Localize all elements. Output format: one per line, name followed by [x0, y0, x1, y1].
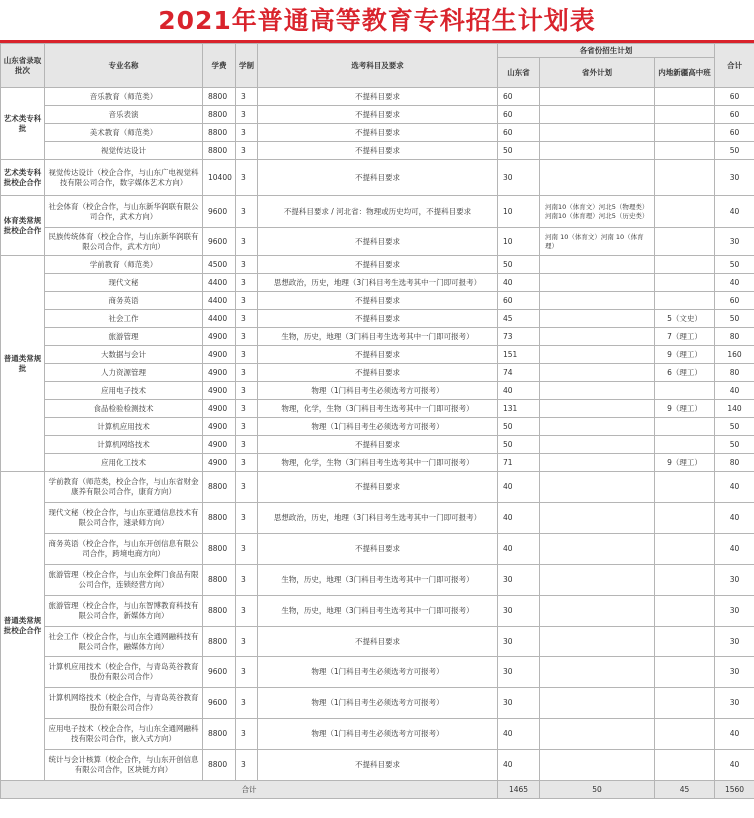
fee-cell: 9600 [203, 196, 236, 228]
years-cell: 3 [236, 196, 258, 228]
shandong-cell: 40 [498, 719, 540, 750]
subjects-cell: 物理（1门科目考生必须选考方可报考） [258, 657, 498, 688]
total-cell: 60 [715, 106, 754, 124]
other-provinces-cell [540, 364, 655, 382]
table-row [1, 160, 754, 196]
header-major: 专业名称 [45, 44, 203, 88]
table-row [1, 310, 754, 328]
subjects-cell: 不提科目要求 [258, 106, 498, 124]
fee-cell: 4900 [203, 418, 236, 436]
major-cell: 现代文秘（校企合作，与山东亚通信息技术有限公司合作，速录师方向） [45, 503, 203, 534]
years-cell: 3 [236, 364, 258, 382]
total-cell: 40 [715, 472, 754, 503]
totals-grand-total: 1560 [715, 781, 754, 799]
table-row [1, 657, 754, 688]
shandong-cell: 60 [498, 106, 540, 124]
table-row [1, 750, 754, 781]
total-cell: 30 [715, 160, 754, 196]
table-row [1, 436, 754, 454]
other-provinces-cell [540, 256, 655, 274]
subjects-cell: 物理（1门科目考生必须选考方可报考） [258, 688, 498, 719]
subjects-cell: 生物，历史，地理（3门科目考生选考其中一门即可报考） [258, 596, 498, 627]
table-body [1, 88, 754, 799]
fee-cell: 4500 [203, 256, 236, 274]
other-provinces-cell [540, 292, 655, 310]
fee-cell: 8800 [203, 472, 236, 503]
shandong-cell: 50 [498, 436, 540, 454]
header-plan-group: 各省份招生计划 [498, 44, 715, 58]
xinjiang-cell: 9（理工） [655, 400, 715, 418]
xinjiang-cell [655, 627, 715, 657]
xinjiang-cell: 6（理工） [655, 364, 715, 382]
fee-cell: 4900 [203, 454, 236, 472]
other-provinces-cell [540, 436, 655, 454]
subjects-cell: 物理（1门科目考生必须选考方可报考） [258, 719, 498, 750]
subjects-cell: 不提科目要求 [258, 160, 498, 196]
header-fee: 学费 [203, 44, 236, 88]
major-cell: 应用化工技术 [45, 454, 203, 472]
years-cell: 3 [236, 750, 258, 781]
xinjiang-cell [655, 750, 715, 781]
years-cell: 3 [236, 565, 258, 596]
table-row [1, 256, 754, 274]
other-provinces-cell [540, 657, 655, 688]
fee-cell: 10400 [203, 160, 236, 196]
years-cell: 3 [236, 472, 258, 503]
other-provinces-cell [540, 565, 655, 596]
years-cell: 3 [236, 596, 258, 627]
shandong-cell: 60 [498, 292, 540, 310]
other-provinces-cell [540, 750, 655, 781]
years-cell: 3 [236, 534, 258, 565]
total-cell: 50 [715, 142, 754, 160]
major-cell: 学前教育（师范类，校企合作，与山东省财金康养有限公司合作，康育方向） [45, 472, 203, 503]
major-cell: 旅游管理（校企合作，与山东智博教育科技有限公司合作，新媒体方向） [45, 596, 203, 627]
other-provinces-cell [540, 627, 655, 657]
major-cell: 社会体育（校企合作，与山东新华润联有限公司合作，武术方向） [45, 196, 203, 228]
table-row [1, 719, 754, 750]
shandong-cell: 30 [498, 596, 540, 627]
subjects-cell: 不提科目要求 [258, 750, 498, 781]
subjects-cell: 不提科目要求 [258, 142, 498, 160]
total-cell: 60 [715, 292, 754, 310]
other-provinces-cell [540, 310, 655, 328]
other-provinces-cell [540, 472, 655, 503]
major-cell: 现代文秘 [45, 274, 203, 292]
years-cell: 3 [236, 292, 258, 310]
fee-cell: 8800 [203, 503, 236, 534]
table-row [1, 274, 754, 292]
major-cell: 音乐教育（师范类） [45, 88, 203, 106]
other-provinces-cell [540, 534, 655, 565]
xinjiang-cell [655, 160, 715, 196]
fee-cell: 4900 [203, 400, 236, 418]
total-cell: 40 [715, 196, 754, 228]
total-cell: 40 [715, 503, 754, 534]
major-cell: 计算机网络技术（校企合作，与青岛英谷教育股份有限公司合作） [45, 688, 203, 719]
total-cell: 50 [715, 310, 754, 328]
shandong-cell: 151 [498, 346, 540, 364]
shandong-cell: 30 [498, 627, 540, 657]
major-cell: 应用电子技术 [45, 382, 203, 400]
years-cell: 3 [236, 436, 258, 454]
years-cell: 3 [236, 88, 258, 106]
subjects-cell: 物理（1门科目考生必须选考方可报考） [258, 418, 498, 436]
other-provinces-cell [540, 418, 655, 436]
fee-cell: 4900 [203, 346, 236, 364]
totals-shandong: 1465 [498, 781, 540, 799]
xinjiang-cell [655, 657, 715, 688]
shandong-cell: 40 [498, 274, 540, 292]
page-title: 2021年普通高等教育专科招生计划表 [158, 6, 596, 35]
batch-cell: 艺术类专科批 [1, 88, 45, 160]
header-years: 学制 [236, 44, 258, 88]
fee-cell: 4900 [203, 328, 236, 346]
total-cell: 160 [715, 346, 754, 364]
subjects-cell: 物理，化学，生物（3门科目考生选考其中一门即可报考） [258, 400, 498, 418]
total-cell: 50 [715, 418, 754, 436]
table-row [1, 382, 754, 400]
total-cell: 30 [715, 627, 754, 657]
other-provinces-cell [540, 454, 655, 472]
xinjiang-cell: 9（理工） [655, 454, 715, 472]
total-cell: 50 [715, 436, 754, 454]
years-cell: 3 [236, 310, 258, 328]
total-cell: 80 [715, 328, 754, 346]
shandong-cell: 60 [498, 124, 540, 142]
table-row [1, 565, 754, 596]
years-cell: 3 [236, 346, 258, 364]
years-cell: 3 [236, 106, 258, 124]
table-row [1, 688, 754, 719]
xinjiang-cell [655, 719, 715, 750]
shandong-cell: 30 [498, 657, 540, 688]
major-cell: 人力资源管理 [45, 364, 203, 382]
table-row [1, 454, 754, 472]
shandong-cell: 50 [498, 418, 540, 436]
other-provinces-cell [540, 688, 655, 719]
total-cell: 60 [715, 124, 754, 142]
table-row [1, 196, 754, 228]
totals-label: 合计 [1, 781, 498, 799]
other-provinces-cell [540, 346, 655, 364]
other-provinces-cell [540, 142, 655, 160]
fee-cell: 8800 [203, 627, 236, 657]
table-row [1, 596, 754, 627]
header-total: 合计 [715, 44, 754, 88]
table-row [1, 346, 754, 364]
fee-cell: 9600 [203, 657, 236, 688]
other-provinces-cell [540, 503, 655, 534]
totals-row [1, 781, 754, 799]
shandong-cell: 73 [498, 328, 540, 346]
total-cell: 40 [715, 750, 754, 781]
header-other-provinces: 省外计划 [540, 58, 655, 88]
shandong-cell: 40 [498, 382, 540, 400]
xinjiang-cell [655, 565, 715, 596]
years-cell: 3 [236, 454, 258, 472]
xinjiang-cell: 7（理工） [655, 328, 715, 346]
header-shandong: 山东省 [498, 58, 540, 88]
subjects-cell: 物理，化学，生物（3门科目考生选考其中一门即可报考） [258, 454, 498, 472]
other-provinces-cell [540, 124, 655, 142]
total-cell: 30 [715, 688, 754, 719]
major-cell: 计算机应用技术 [45, 418, 203, 436]
xinjiang-cell [655, 472, 715, 503]
xinjiang-cell [655, 196, 715, 228]
xinjiang-cell [655, 503, 715, 534]
xinjiang-cell [655, 106, 715, 124]
years-cell: 3 [236, 228, 258, 256]
fee-cell: 8800 [203, 565, 236, 596]
other-provinces-cell [540, 274, 655, 292]
total-cell: 30 [715, 596, 754, 627]
other-provinces-cell [540, 106, 655, 124]
batch-cell: 艺术类专科批校企合作 [1, 160, 45, 196]
years-cell: 3 [236, 328, 258, 346]
table-row [1, 292, 754, 310]
major-cell: 应用电子技术（校企合作，与山东全通网融科技有限公司合作，嵌入式方向） [45, 719, 203, 750]
table-row [1, 106, 754, 124]
other-provinces-cell [540, 160, 655, 196]
major-cell: 食品检验检测技术 [45, 400, 203, 418]
table-row [1, 400, 754, 418]
batch-cell: 体育类常规批校企合作 [1, 196, 45, 256]
years-cell: 3 [236, 503, 258, 534]
fee-cell: 9600 [203, 228, 236, 256]
shandong-cell: 50 [498, 142, 540, 160]
total-cell: 40 [715, 274, 754, 292]
major-cell: 计算机应用技术（校企合作，与青岛英谷教育股份有限公司合作） [45, 657, 203, 688]
years-cell: 3 [236, 274, 258, 292]
major-cell: 视觉传达设计（校企合作，与山东广电视觉科技有限公司合作，数字媒体艺术方向） [45, 160, 203, 196]
major-cell: 社会工作 [45, 310, 203, 328]
shandong-cell: 40 [498, 472, 540, 503]
shandong-cell: 60 [498, 88, 540, 106]
subjects-cell: 生物，历史，地理（3门科目考生选考其中一门即可报考） [258, 565, 498, 596]
batch-cell: 普通类常规批 [1, 256, 45, 472]
major-cell: 旅游管理 [45, 328, 203, 346]
fee-cell: 8800 [203, 106, 236, 124]
shandong-cell: 30 [498, 160, 540, 196]
total-cell: 80 [715, 364, 754, 382]
other-provinces-cell [540, 382, 655, 400]
header-xinjiang: 内地新疆高中班 [655, 58, 715, 88]
shandong-cell: 71 [498, 454, 540, 472]
major-cell: 民族传统体育（校企合作，与山东新华润联有限公司合作，武术方向） [45, 228, 203, 256]
subjects-cell: 不提科目要求 / 河北省：物理或历史均可，不提科目要求 [258, 196, 498, 228]
table-row [1, 328, 754, 346]
table-row [1, 627, 754, 657]
total-cell: 140 [715, 400, 754, 418]
xinjiang-cell [655, 382, 715, 400]
major-cell: 大数据与会计 [45, 346, 203, 364]
shandong-cell: 131 [498, 400, 540, 418]
fee-cell: 4900 [203, 364, 236, 382]
other-provinces-cell [540, 88, 655, 106]
table-row [1, 142, 754, 160]
table-row [1, 534, 754, 565]
xinjiang-cell [655, 88, 715, 106]
table-row [1, 228, 754, 256]
table-row [1, 472, 754, 503]
subjects-cell: 思想政治，历史，地理（3门科目考生选考其中一门即可报考） [258, 503, 498, 534]
subjects-cell: 不提科目要求 [258, 292, 498, 310]
shandong-cell: 50 [498, 256, 540, 274]
years-cell: 3 [236, 657, 258, 688]
total-cell: 80 [715, 454, 754, 472]
total-cell: 60 [715, 88, 754, 106]
years-cell: 3 [236, 400, 258, 418]
years-cell: 3 [236, 124, 258, 142]
total-cell: 50 [715, 256, 754, 274]
header-batch: 山东省录取批次 [1, 44, 45, 88]
table-row [1, 364, 754, 382]
xinjiang-cell [655, 274, 715, 292]
subjects-cell: 不提科目要求 [258, 364, 498, 382]
total-cell: 40 [715, 719, 754, 750]
subjects-cell: 不提科目要求 [258, 627, 498, 657]
subjects-cell: 思想政治，历史，地理（3门科目考生选考其中一门即可报考） [258, 274, 498, 292]
other-provinces-cell: 河南 10（体育文）河南 10（体育理） [540, 228, 655, 256]
fee-cell: 4400 [203, 274, 236, 292]
subjects-cell: 不提科目要求 [258, 88, 498, 106]
years-cell: 3 [236, 627, 258, 657]
years-cell: 3 [236, 256, 258, 274]
shandong-cell: 40 [498, 750, 540, 781]
major-cell: 社会工作（校企合作，与山东全通网融科技有限公司合作，融媒体方向） [45, 627, 203, 657]
xinjiang-cell [655, 292, 715, 310]
years-cell: 3 [236, 719, 258, 750]
batch-cell: 普通类常规批校企合作 [1, 472, 45, 781]
subjects-cell: 生物，历史，地理（3门科目考生选考其中一门即可报考） [258, 328, 498, 346]
subjects-cell: 物理（1门科目考生必须选考方可报考） [258, 382, 498, 400]
major-cell: 音乐表演 [45, 106, 203, 124]
fee-cell: 8800 [203, 124, 236, 142]
fee-cell: 8800 [203, 596, 236, 627]
subjects-cell: 不提科目要求 [258, 310, 498, 328]
fee-cell: 9600 [203, 688, 236, 719]
subjects-cell: 不提科目要求 [258, 124, 498, 142]
xinjiang-cell [655, 688, 715, 719]
years-cell: 3 [236, 382, 258, 400]
major-cell: 学前教育（师范类） [45, 256, 203, 274]
subjects-cell: 不提科目要求 [258, 436, 498, 454]
xinjiang-cell [655, 256, 715, 274]
xinjiang-cell [655, 142, 715, 160]
other-provinces-cell [540, 400, 655, 418]
total-cell: 40 [715, 534, 754, 565]
total-cell: 30 [715, 657, 754, 688]
xinjiang-cell [655, 436, 715, 454]
xinjiang-cell [655, 418, 715, 436]
fee-cell: 8800 [203, 142, 236, 160]
fee-cell: 8800 [203, 719, 236, 750]
shandong-cell: 30 [498, 565, 540, 596]
major-cell: 商务英语（校企合作，与山东开创信息有限公司合作，跨境电商方向） [45, 534, 203, 565]
xinjiang-cell [655, 534, 715, 565]
other-provinces-cell [540, 328, 655, 346]
subjects-cell: 不提科目要求 [258, 346, 498, 364]
other-provinces-cell [540, 719, 655, 750]
fee-cell: 4400 [203, 292, 236, 310]
fee-cell: 4900 [203, 436, 236, 454]
years-cell: 3 [236, 688, 258, 719]
table-row [1, 124, 754, 142]
years-cell: 3 [236, 418, 258, 436]
years-cell: 3 [236, 142, 258, 160]
xinjiang-cell [655, 124, 715, 142]
shandong-cell: 74 [498, 364, 540, 382]
subjects-cell: 不提科目要求 [258, 256, 498, 274]
major-cell: 统计与会计核算（校企合作，与山东开创信息有限公司合作，区块链方向） [45, 750, 203, 781]
years-cell: 3 [236, 160, 258, 196]
shandong-cell: 40 [498, 534, 540, 565]
enrollment-plan-table [0, 43, 754, 799]
fee-cell: 8800 [203, 534, 236, 565]
header-subjects: 选考科目及要求 [258, 44, 498, 88]
totals-other-provinces: 50 [540, 781, 655, 799]
shandong-cell: 40 [498, 503, 540, 534]
major-cell: 商务英语 [45, 292, 203, 310]
shandong-cell: 45 [498, 310, 540, 328]
xinjiang-cell: 5（文史） [655, 310, 715, 328]
major-cell: 计算机网络技术 [45, 436, 203, 454]
subjects-cell: 不提科目要求 [258, 472, 498, 503]
fee-cell: 4400 [203, 310, 236, 328]
table-row [1, 503, 754, 534]
subjects-cell: 不提科目要求 [258, 534, 498, 565]
xinjiang-cell: 9（理工） [655, 346, 715, 364]
totals-xinjiang: 45 [655, 781, 715, 799]
major-cell: 旅游管理（校企合作，与山东金辉门食品有限公司合作，连锁经营方向） [45, 565, 203, 596]
fee-cell: 8800 [203, 750, 236, 781]
major-cell: 美术教育（师范类） [45, 124, 203, 142]
xinjiang-cell [655, 596, 715, 627]
subjects-cell: 不提科目要求 [258, 228, 498, 256]
other-provinces-cell [540, 596, 655, 627]
major-cell: 视觉传达设计 [45, 142, 203, 160]
shandong-cell: 10 [498, 228, 540, 256]
total-cell: 30 [715, 228, 754, 256]
table-row [1, 88, 754, 106]
fee-cell: 4900 [203, 382, 236, 400]
total-cell: 40 [715, 382, 754, 400]
other-provinces-cell: 河南10（体育文）河北5（物理类）河南10（体育理）河北5（历史类） [540, 196, 655, 228]
shandong-cell: 30 [498, 688, 540, 719]
fee-cell: 8800 [203, 88, 236, 106]
total-cell: 30 [715, 565, 754, 596]
table-row [1, 418, 754, 436]
shandong-cell: 10 [498, 196, 540, 228]
xinjiang-cell [655, 228, 715, 256]
